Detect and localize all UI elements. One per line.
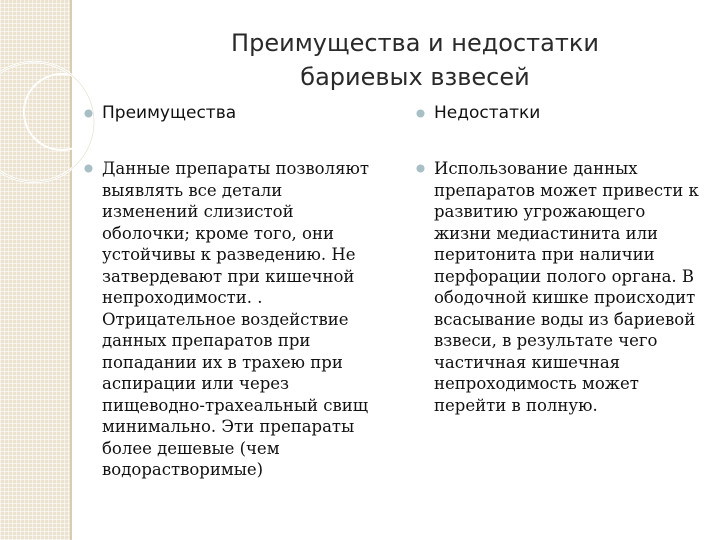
page-title [180, 26, 650, 94]
bullet-icon [84, 109, 93, 118]
advantages-text-item [82, 158, 382, 481]
title-line-2: бариевых взвесей [300, 63, 530, 91]
title-line-1: Преимущества и недостатки [231, 29, 599, 57]
disadvantages-column [414, 100, 704, 416]
bullet-icon [416, 164, 425, 173]
disadvantages-text-item [414, 158, 704, 416]
advantages-heading-item [82, 100, 382, 126]
advantages-column [82, 100, 382, 481]
bullet-icon [416, 109, 425, 118]
disadvantages-text: Использование данных препаратов может привести к развитию угрожающего жизни медиастинита или перитонита при наличии перфорации полого органа. В ободочной кишке происходит всасывание воды из бариевой взвеси, в результате чего частичная кишечная непроходимость может перейти в полную. [434, 159, 699, 415]
disadvantages-heading-item [414, 100, 704, 126]
advantages-heading: Преимущества [102, 103, 237, 123]
advantages-text: Данные препараты позволяют выявлять все детали изменений слизистой оболочки; кроме того, они устойчивы к разведению. Не затвердевают при кишечной непроходимости. . Отрицательное воздействие данных препаратов при попадании их в трахею при аспирации или через пищеводно-трахеальный свищ минимально. Эти препараты более дешевые (чем водорастворимые) [102, 159, 369, 479]
disadvantages-heading: Недостатки [434, 103, 541, 123]
bullet-icon [84, 164, 93, 173]
